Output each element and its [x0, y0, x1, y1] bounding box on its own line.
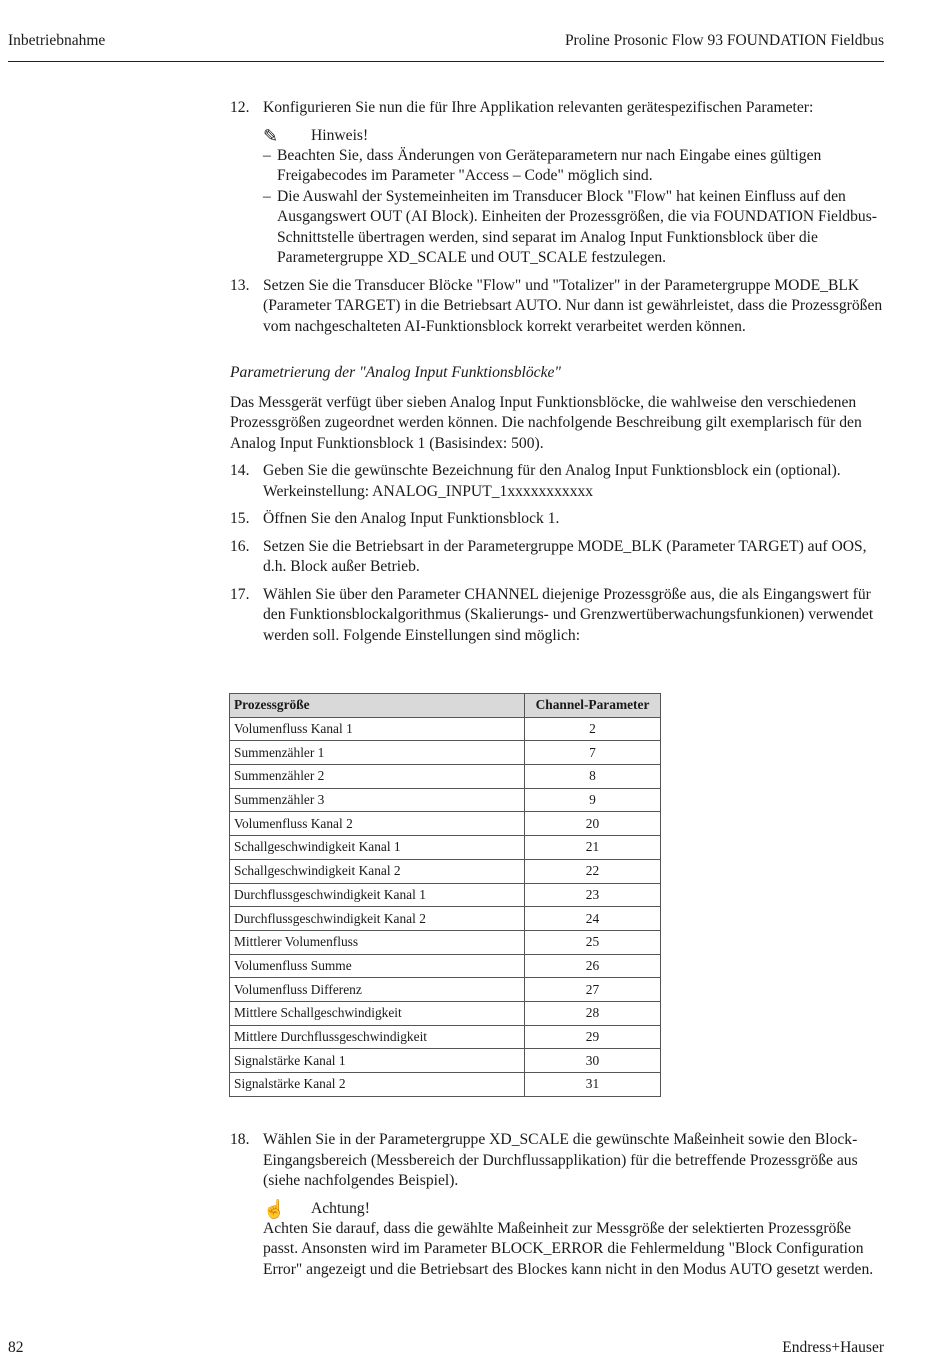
warning-label: Achtung!: [311, 1199, 370, 1217]
warning-header: [263, 1199, 890, 1219]
table-row: [230, 836, 661, 860]
page-number: 82: [8, 1339, 24, 1356]
pencil-icon: ✎: [263, 125, 279, 146]
table-cell: Durchflussgeschwindigkeit Kanal 2: [230, 907, 525, 931]
step-13: [230, 276, 884, 338]
table-cell: 26: [525, 954, 661, 978]
table-cell: Mittlerer Volumenfluss: [230, 930, 525, 954]
step-17: [230, 585, 884, 647]
step-text: Öffnen Sie den Analog Input Funktionsblock 1.: [263, 510, 560, 527]
dash-marker: –: [263, 187, 271, 205]
note-bullet: [263, 187, 884, 269]
channel-parameter-table: [229, 693, 661, 1097]
bullet-text: Die Auswahl der Systemeinheiten im Transducer Block "Flow" hat keinen Einfluss auf den Ausgangswert OUT (AI Block). Einheiten der Prozessgrößen, die via FOUNDATION Fieldbus-Schnittstelle übertragen werden, sind separat im Analog Input Funktionsblock über die Parametergruppe XD_SCALE und OUT_SCALE festzulegen.: [277, 187, 877, 266]
table-cell: Volumenfluss Summe: [230, 954, 525, 978]
table-row: [230, 1073, 661, 1097]
step-text: Wählen Sie über den Parameter CHANNEL diejenige Prozessgröße aus, die als Eingangswert für den Funktionsblockalgorithmus (Skalierungs- und Grenzwertüberwachungsfunkionen) verwendet werden soll. Folgende Einstellungen sind möglich:: [263, 585, 874, 644]
step-15: [230, 509, 884, 530]
step-number: 18.: [230, 1131, 250, 1148]
table-cell: 22: [525, 859, 661, 883]
table-cell: 30: [525, 1049, 661, 1073]
step-number: 15.: [230, 510, 250, 527]
table-cell: Signalstärke Kanal 2: [230, 1073, 525, 1097]
table-row: [230, 1025, 661, 1049]
note-bullet: [263, 146, 884, 187]
table-cell: 24: [525, 907, 661, 931]
header-section-title: Inbetriebnahme: [8, 32, 106, 49]
table-cell: 23: [525, 883, 661, 907]
table-row: [230, 954, 661, 978]
warning-box: [263, 1199, 890, 1281]
note-box: [263, 126, 884, 269]
table-cell: Summenzähler 2: [230, 765, 525, 789]
table-cell: Schallgeschwindigkeit Kanal 2: [230, 859, 525, 883]
main-content: [230, 98, 884, 653]
table-cell: Mittlere Durchflussgeschwindigkeit: [230, 1025, 525, 1049]
bullet-text: Beachten Sie, dass Änderungen von Geräteparametern nur nach Eingabe eines gültigen Freigabecodes im Parameter "Access – Code" möglich sind.: [277, 146, 822, 184]
table-cell: 9: [525, 788, 661, 812]
step-text: Konfigurieren Sie nun die für Ihre Applikation relevanten gerätespezifischen Parameter:: [263, 99, 814, 116]
step-number: 13.: [230, 276, 250, 294]
table-row: [230, 788, 661, 812]
section-heading: Parametrierung der "Analog Input Funktionsblöcke": [230, 364, 561, 381]
table-cell: 25: [525, 930, 661, 954]
table-row: [230, 741, 661, 765]
header-document-title: Proline Prosonic Flow 93 FOUNDATION Fieldbus: [564, 32, 884, 49]
table-header-row: [230, 694, 661, 718]
table-cell: 21: [525, 836, 661, 860]
table-cell: Summenzähler 1: [230, 741, 525, 765]
table-cell: 20: [525, 812, 661, 836]
step-18: [230, 1130, 890, 1280]
table-cell: Schallgeschwindigkeit Kanal 1: [230, 836, 525, 860]
table-cell: Signalstärke Kanal 1: [230, 1049, 525, 1073]
table-cell: Volumenfluss Kanal 2: [230, 812, 525, 836]
table-row: [230, 978, 661, 1002]
warning-text: Achten Sie darauf, dass die gewählte Maßeinheit zur Messgröße der selektierten Prozessgröße passt. Ansonsten wird im Parameter BLOCK_ERROR die Fehlermeldung "Block Configuration Error" angezeigt und die Betriebsart des Blockes kann nicht in den Modus AUTO gesetzt werden.: [263, 1219, 874, 1278]
table-cell: Volumenfluss Kanal 1: [230, 717, 525, 741]
step-number: 12.: [230, 99, 250, 116]
table-row: [230, 883, 661, 907]
note-label: Hinweis!: [311, 126, 369, 144]
step-number: 16.: [230, 537, 250, 555]
table-cell: 27: [525, 978, 661, 1002]
table-row: [230, 1049, 661, 1073]
table-row: [230, 812, 661, 836]
dash-marker: –: [263, 146, 271, 164]
table-cell: 28: [525, 1001, 661, 1025]
column-header: Prozessgröße: [230, 694, 525, 718]
column-header: Channel-Parameter: [525, 694, 661, 718]
table-row: [230, 859, 661, 883]
table-cell: Mittlere Schallgeschwindigkeit: [230, 1001, 525, 1025]
table-cell: 7: [525, 741, 661, 765]
table-row: [230, 907, 661, 931]
table-cell: Volumenfluss Differenz: [230, 978, 525, 1002]
page-header: [8, 32, 884, 62]
table-cell: 29: [525, 1025, 661, 1049]
pointing-hand-icon: ☝: [263, 1198, 286, 1219]
step-18-content: [230, 1130, 890, 1287]
step-12: [230, 98, 884, 269]
table-cell: 2: [525, 717, 661, 741]
step-16: [230, 537, 884, 578]
note-header: [263, 126, 884, 146]
step-number: 17.: [230, 585, 250, 603]
step-text: Setzen Sie die Transducer Blöcke "Flow" und "Totalizer" in der Parametergruppe MODE_BLK (Parameter TARGET) in die Betriebsart AUTO. Nur dann ist gewährleistet, dass die Prozessgrößen vom nachgeschalteten AI-Funktionsblock korrekt verarbeitet werden können.: [263, 276, 883, 335]
step-text: Wählen Sie in der Parametergruppe XD_SCALE die gewünschte Maßeinheit sowie den Block-Eingangsbereich (Messbereich der Durchflussapplikation) für die betreffende Prozessgröße aus (siehe nachfolgendes Beispiel).: [263, 1131, 858, 1189]
section-intro: Das Messgerät verfügt über sieben Analog Input Funktionsblöcke, die wahlweise den verschiedenen Prozessgrößen zugeordnet werden können. Die nachfolgende Beschreibung gilt exemplarisch für den Analog Input Funktionsblock 1 (Basisindex: 500).: [230, 393, 862, 452]
footer-brand: Endress+Hauser: [782, 1339, 884, 1356]
step-number: 14.: [230, 462, 250, 479]
step-text: Setzen Sie die Betriebsart in der Parametergruppe MODE_BLK (Parameter TARGET) auf OOS, d.h. Block außer Betrieb.: [263, 537, 867, 575]
table-row: [230, 765, 661, 789]
table-cell: 8: [525, 765, 661, 789]
step-14: [230, 461, 884, 502]
table-row: [230, 930, 661, 954]
step-text: Geben Sie die gewünschte Bezeichnung für den Analog Input Funktionsblock ein (optional). Werkeinstellung: ANALOG_INPUT_1xxxxxxxxxxx: [263, 462, 841, 500]
table-row: [230, 1001, 661, 1025]
table-cell: Durchflussgeschwindigkeit Kanal 1: [230, 883, 525, 907]
table-cell: Summenzähler 3: [230, 788, 525, 812]
table-row: [230, 717, 661, 741]
table-cell: 31: [525, 1073, 661, 1097]
